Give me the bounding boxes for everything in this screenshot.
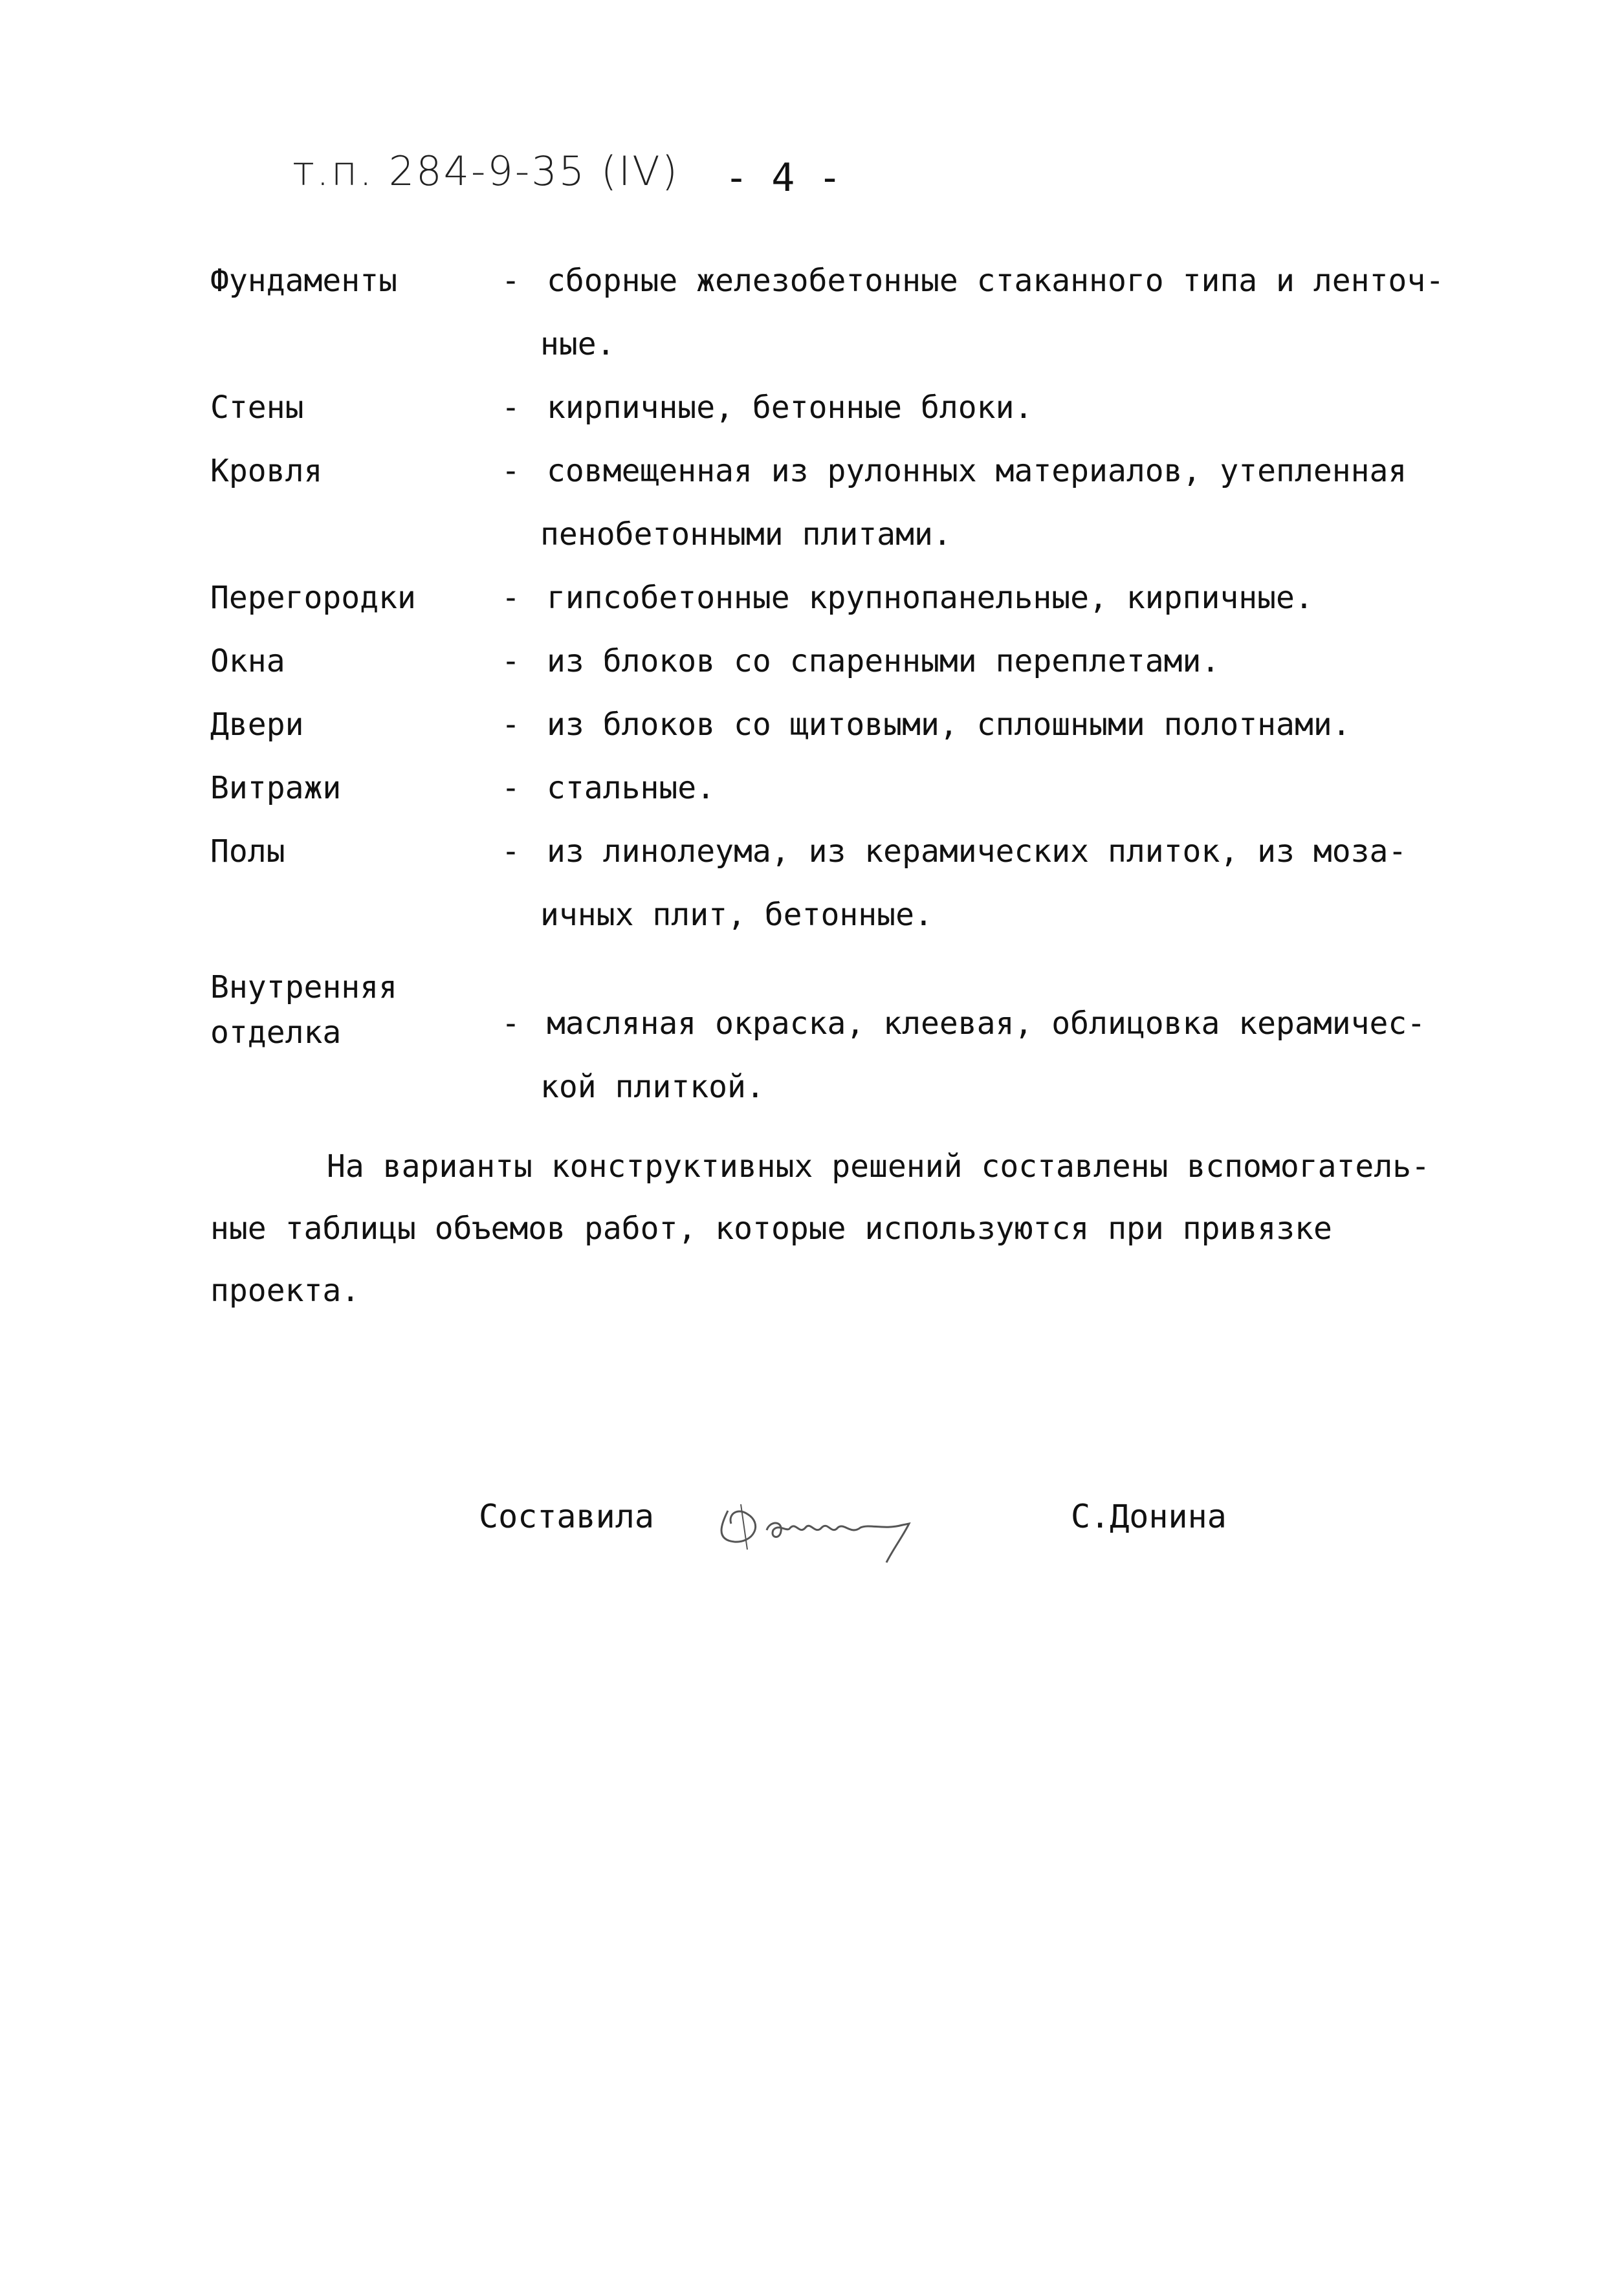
spec-value-continuation: ные. xyxy=(540,326,615,362)
spec-label: Фундаменты xyxy=(210,263,397,299)
spec-dash: - xyxy=(501,389,520,426)
spec-value-continuation: ичных плит, бетонные. xyxy=(540,897,933,933)
signer-name: С.Донина xyxy=(1071,1498,1227,1535)
spec-label: Кровля xyxy=(210,453,323,489)
note-paragraph: На варианты конструктивных решений составлены вспомогатель- ные таблицы объемов работ, которые используются при привязке проекта. xyxy=(210,1148,1431,1309)
spec-row-partitions xyxy=(210,566,1504,630)
spec-row-roof xyxy=(210,439,1504,503)
spec-row-floors xyxy=(210,820,1504,883)
spec-label-line: Внутренняя xyxy=(210,969,397,1005)
spec-label: Перегородки xyxy=(210,580,416,616)
spec-label: Окна xyxy=(210,643,285,679)
spec-value: совмещенная из рулонных материалов, утепленная xyxy=(547,453,1407,489)
spec-label: Полы xyxy=(210,833,285,870)
spec-value: масляная окраска, клеевая, облицовка керамичес- xyxy=(547,1005,1426,1042)
spec-value-continuation: кой плиткой. xyxy=(540,1069,765,1105)
spec-value: из блоков со спаренными переплетами. xyxy=(547,643,1220,679)
spec-label: Витражи xyxy=(210,770,342,806)
spec-label-line: отделка xyxy=(210,1014,342,1051)
spec-label: Стены xyxy=(210,389,304,426)
spec-dash: - xyxy=(501,263,520,299)
spec-dash: - xyxy=(501,1005,520,1042)
handwritten-signature xyxy=(708,1485,941,1569)
spec-row-interior-finish xyxy=(210,965,1504,1055)
spec-dash: - xyxy=(501,580,520,616)
spec-value: из блоков со щитовыми, сплошными полотнами. xyxy=(547,707,1351,743)
spec-dash: - xyxy=(501,707,520,743)
spec-label: Двери xyxy=(210,707,304,743)
spec-row-walls xyxy=(210,376,1504,439)
signature-block xyxy=(479,1485,1320,1575)
spec-row-foundations xyxy=(210,249,1504,312)
spec-dash: - xyxy=(501,770,520,806)
spec-value: стальные. xyxy=(547,770,716,806)
spec-row-stained-glass xyxy=(210,756,1504,820)
spec-row-windows xyxy=(210,630,1504,693)
spec-dash: - xyxy=(501,643,520,679)
spec-label xyxy=(210,965,495,1055)
spec-value: из линолеума, из керамических плиток, из моза- xyxy=(547,833,1407,870)
spec-value: гипсобетонные крупнопанельные, кирпичные. xyxy=(547,580,1313,616)
compiled-by-label: Составила xyxy=(479,1498,654,1535)
spec-dash: - xyxy=(501,453,520,489)
doc-code: т.п. 284-9-35 (IV) xyxy=(292,148,679,195)
spec-dash: - xyxy=(501,833,520,870)
spec-value-continuation: пенобетонными плитами. xyxy=(540,516,952,553)
spec-row-doors xyxy=(210,693,1504,756)
spec-value: кирпичные, бетонные блоки. xyxy=(547,389,1033,426)
spec-value: сборные железобетонные стаканного типа и ленточ- xyxy=(547,263,1445,299)
page-number: - 4 - xyxy=(725,155,842,201)
construction-spec-list xyxy=(210,249,1504,1119)
